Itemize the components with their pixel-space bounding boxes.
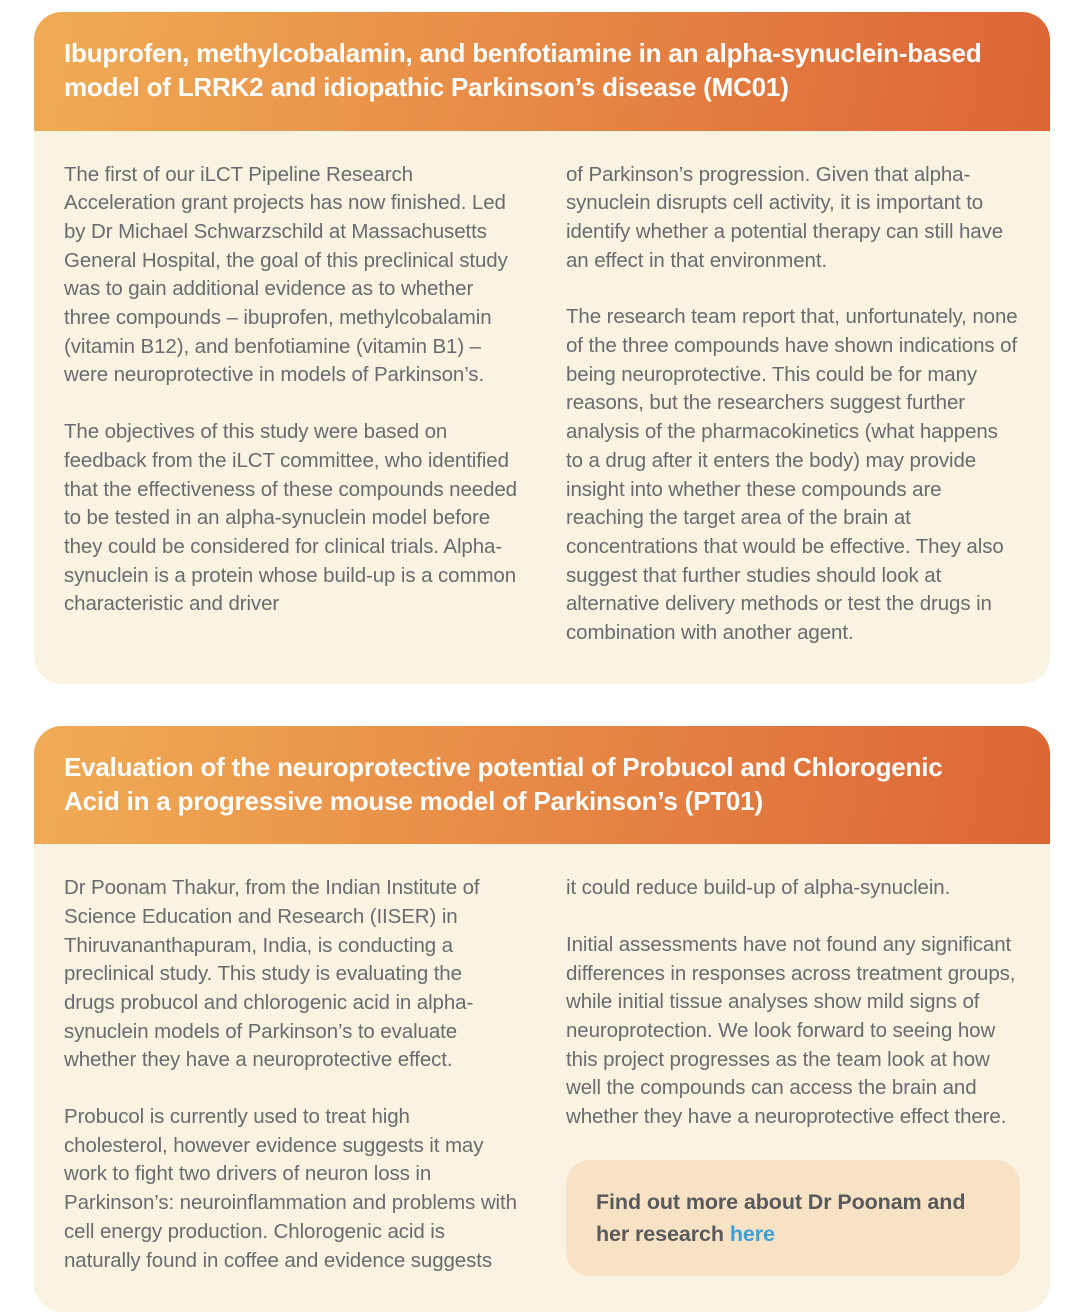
left-column bbox=[64, 161, 518, 648]
paragraph: Probucol is currently used to treat high cholesterol, however evidence suggests it may work to fight two drivers of neuron loss in Parkinson’s: neuroinflammation and problems with cell energy production. Chlorogenic acid is naturally found in coffee and evidence suggests bbox=[64, 1105, 517, 1272]
right-column bbox=[566, 874, 1020, 1276]
find-out-more-callout bbox=[566, 1160, 1020, 1277]
paragraph: The first of our iLCT Pipeline Research Acceleration grant projects has now finished. Led by Dr Michael Schwarzschild at Massachusetts General Hospital, the goal of this preclinical study was to gain additional evidence as to whether three compounds – ibuprofen, methylcobalamin (vitamin B12), and benfotiamine (vitamin B1) – were neuroprotective in models of Parkinson’s. bbox=[64, 162, 508, 387]
paragraph: Dr Poonam Thakur, from the Indian Institute of Science Education and Research (IISER) in Thiruvananthapuram, India, is conducting a preclinical study. This study is evaluating the drugs probucol and chlorogenic acid in alpha-synuclein models of Parkinson’s to evaluate whether they have a neuroprotective effect. bbox=[64, 876, 480, 1072]
callout-text bbox=[596, 1186, 990, 1251]
card-title-mc01: Ibuprofen, methylcobalamin, and benfotiamine in an alpha-synuclein-based model of LRRK2 and idiopathic Parkinson’s disease (MC01) bbox=[64, 38, 982, 103]
here-link[interactable]: here bbox=[729, 1222, 775, 1246]
card-header-mc01 bbox=[34, 12, 1050, 131]
left-column bbox=[64, 874, 518, 1276]
right-column bbox=[566, 161, 1020, 648]
card-body-pt01 bbox=[34, 844, 1050, 1312]
paragraph: it could reduce build-up of alpha-synuclein. bbox=[566, 876, 951, 900]
paragraph: of Parkinson’s progression. Given that alpha-synuclein disrupts cell activity, it is important to identify whether a potential therapy can still have an effect in that environment. bbox=[566, 162, 1004, 272]
research-card-mc01 bbox=[34, 12, 1050, 684]
paragraph: Initial assessments have not found any significant differences in responses across treatment groups, while initial tissue analyses show mild signs of neuroprotection. We look forward to seeing how this project progresses as the team look at how well the compounds can access the brain and whether they have a neuroprotective effect there. bbox=[566, 932, 1016, 1129]
callout-text-before-link: Find out more about Dr Poonam and her research bbox=[596, 1189, 966, 1246]
paragraph: The research team report that, unfortunately, none of the three compounds have shown indications of being neuroprotective. This could be for many reasons, but the researchers suggest further analysis of the pharmacokinetics (what happens to a drug after it enters the body) may provide insight into whether these compounds are reaching the target area of the brain at concentrations that would be effective. They also suggest that further studies should look at alternative delivery methods or test the drugs in combination with another agent. bbox=[566, 305, 1018, 644]
research-card-pt01 bbox=[34, 726, 1050, 1313]
card-header-pt01 bbox=[34, 726, 1050, 845]
paragraph: The objectives of this study were based on feedback from the iLCT committee, who identified that the effectiveness of these compounds needed to be tested in an alpha-synuclein model before they could be considered for clinical trials. Alpha-synuclein is a protein whose build-up is a common characteristic and driver bbox=[64, 420, 517, 616]
card-body-mc01 bbox=[34, 131, 1050, 684]
card-title-pt01: Evaluation of the neuroprotective potential of Probucol and Chlorogenic Acid in a progressive mouse model of Parkinson’s (PT01) bbox=[64, 751, 943, 816]
